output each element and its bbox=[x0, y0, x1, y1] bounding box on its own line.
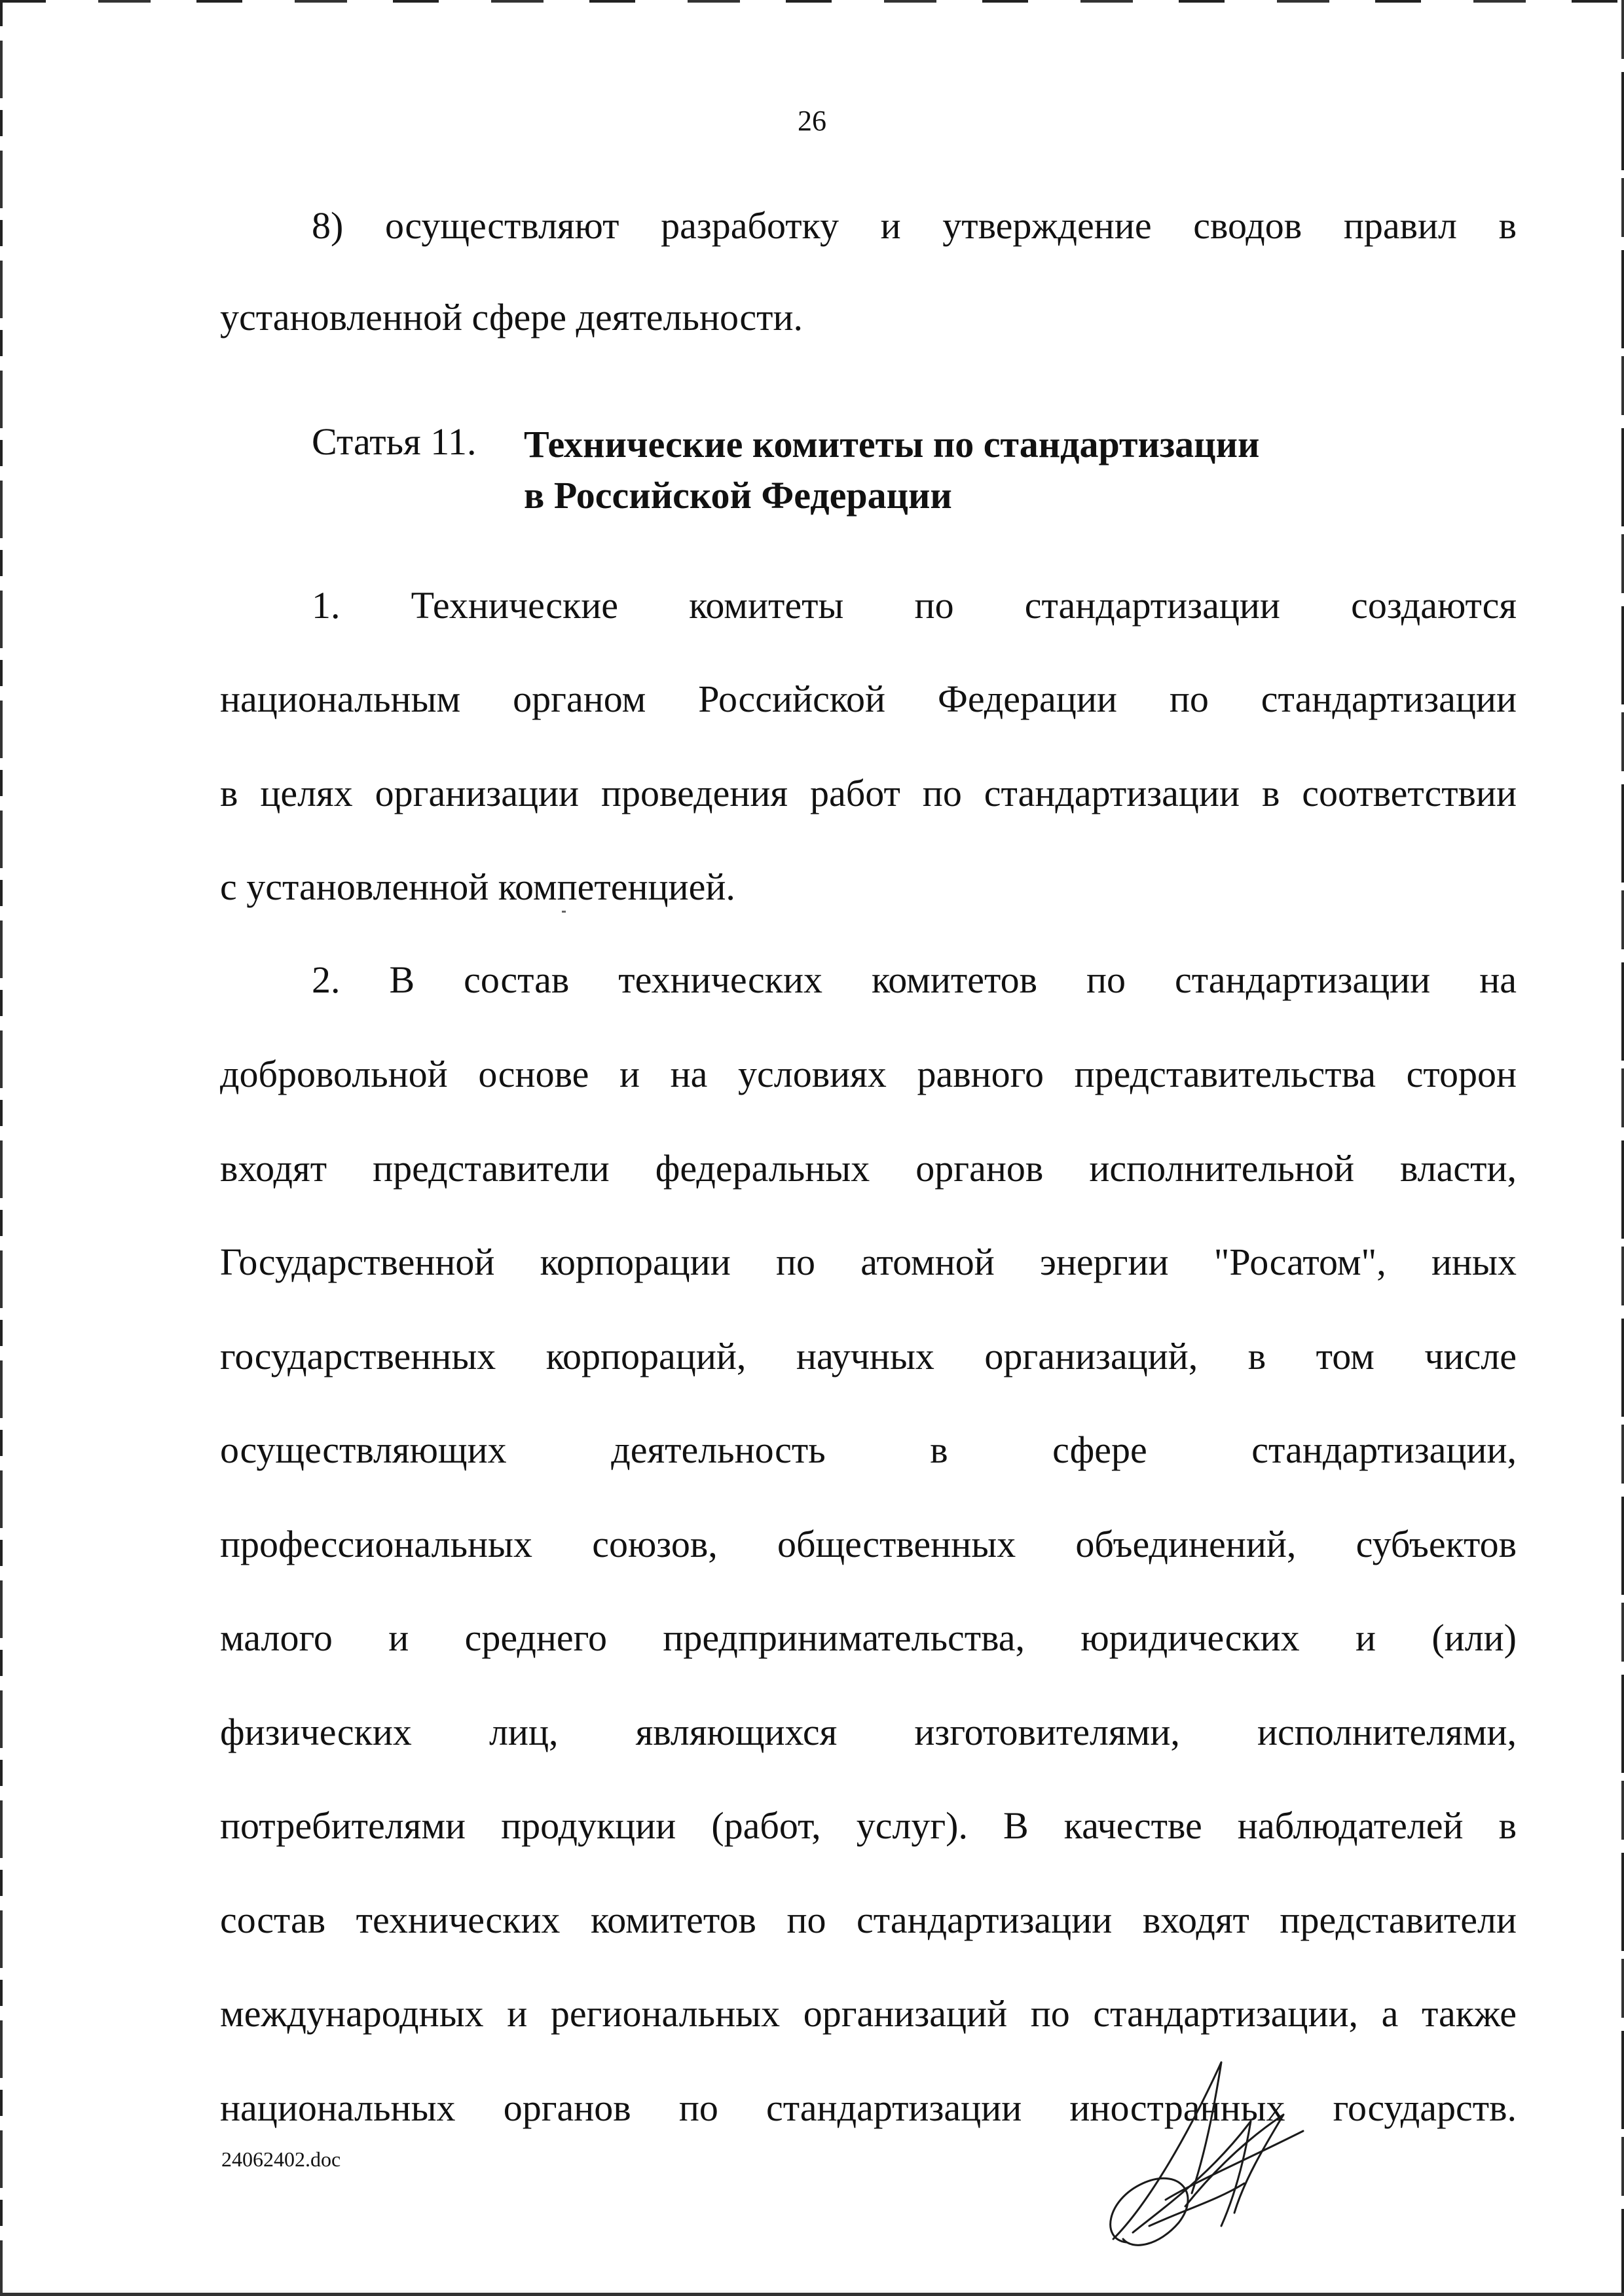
scan-edge-bottom bbox=[0, 2293, 1624, 2296]
scan-edge-right bbox=[1621, 0, 1624, 2296]
paragraph-2-line: добровольной основе и на условиях равного представительства сторон bbox=[220, 1053, 1517, 1095]
scan-speck bbox=[562, 911, 566, 913]
paragraph-2-line: национальных органов по стандартизации иностранных государств. bbox=[220, 2086, 1517, 2129]
handwritten-signature-icon bbox=[1087, 2043, 1323, 2259]
paragraph-2-line: физических лиц, являющихся изготовителями, исполнителями, bbox=[220, 1711, 1517, 1753]
document-code: 24062402.doc bbox=[221, 2147, 341, 2171]
paragraph-2-line: входят представители федеральных органов исполнительной власти, bbox=[220, 1147, 1517, 1190]
paragraph-2-line: состав технических комитетов по стандартизации входят представители bbox=[220, 1899, 1517, 1941]
paragraph-1-line: национальным органом Российской Федерации по стандартизации bbox=[220, 678, 1517, 720]
paragraph-2-line: международных и региональных организаций по стандартизации, а также bbox=[220, 1992, 1517, 2035]
paragraph-1-line: с установленной компетенцией. bbox=[220, 866, 735, 908]
paragraph-2-line: Государственной корпорации по атомной энергии "Росатом", иных bbox=[220, 1241, 1517, 1283]
scan-edge-top bbox=[0, 0, 1624, 3]
paragraph-2-line: потребителями продукции (работ, услуг). В качестве наблюдателей в bbox=[220, 1804, 1517, 1847]
paragraph-2-line: государственных корпораций, научных организаций, в том числе bbox=[220, 1335, 1517, 1377]
paragraph-1-line: в целях организации проведения работ по стандартизации в соответствии bbox=[220, 772, 1517, 814]
item-8-line: установленной сфере деятельности. bbox=[220, 296, 803, 338]
paragraph-2-line: осуществляющих деятельность в сфере стандартизации, bbox=[220, 1429, 1517, 1471]
article-title-line: Технические комитеты по стандартизации bbox=[524, 423, 1260, 465]
item-8-line: 8) осуществляют разработку и утверждение сводов правил в bbox=[312, 204, 1517, 247]
scan-edge-left bbox=[0, 0, 3, 2296]
paragraph-2-line: профессиональных союзов, общественных объединений, субъектов bbox=[220, 1523, 1517, 1565]
article-title-line: в Российской Федерации bbox=[524, 474, 952, 517]
page-number: 26 bbox=[798, 105, 826, 137]
paragraph-1-line: 1. Технические комитеты по стандартизации создаются bbox=[312, 584, 1517, 627]
paragraph-2-line: малого и среднего предпринимательства, юридических и (или) bbox=[220, 1616, 1517, 1659]
article-number: Статья 11. bbox=[312, 420, 477, 463]
article-title bbox=[524, 419, 1259, 521]
paragraph-2-line: 2. В состав технических комитетов по стандартизации на bbox=[312, 958, 1517, 1001]
